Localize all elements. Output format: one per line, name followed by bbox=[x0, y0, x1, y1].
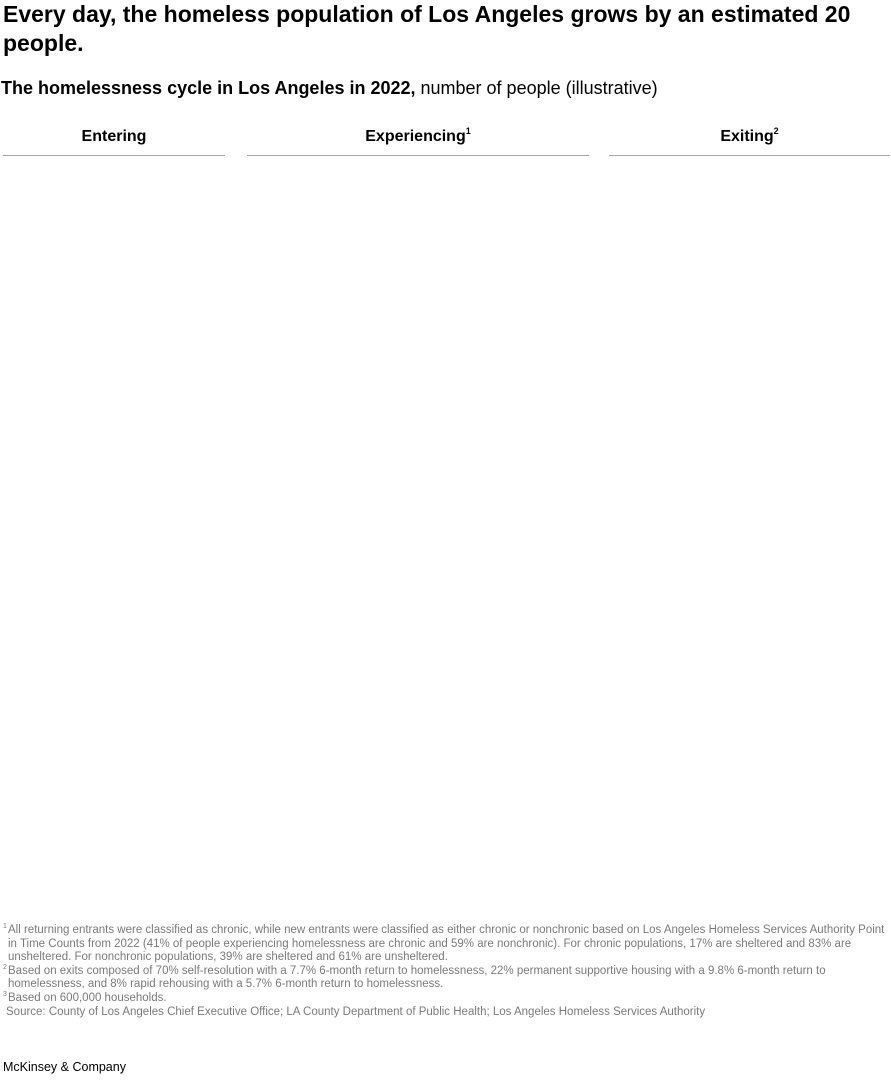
brand-logo-text: McKinsey & Company bbox=[3, 1060, 126, 1074]
headline: Every day, the homeless population of Los Angeles grows by an estimated 20 people. bbox=[3, 1, 851, 56]
chart-area bbox=[3, 160, 890, 900]
column-label-entering: Entering bbox=[81, 128, 147, 145]
footnote-text-2: Based on exits composed of 70% self-resolution with a 7.7% 6-month return to homelessness, 22% permanent supportive housing with a 9.8% 6-month return to homelessness, and 8% rapid rehousing with a 5.7% 6-month return to homelessness. bbox=[8, 964, 826, 991]
subtitle-normal: number of people (illustrative) bbox=[415, 78, 658, 98]
column-label-exiting: Exiting bbox=[720, 128, 774, 145]
footnote-mark-3: 3 bbox=[3, 990, 7, 998]
footnote-3 bbox=[3, 992, 888, 1006]
footnote-text-3: Based on 600,000 households. bbox=[8, 991, 167, 1004]
column-header-entering bbox=[3, 127, 225, 156]
footnote-2 bbox=[3, 965, 888, 992]
column-note-experiencing: 1 bbox=[465, 126, 471, 136]
column-header-experiencing bbox=[247, 127, 589, 156]
footnote-mark-2: 2 bbox=[3, 963, 7, 971]
footnotes bbox=[3, 924, 888, 1019]
column-label-experiencing: Experiencing bbox=[365, 128, 466, 145]
source-note: Source: County of Los Angeles Chief Executive Office; LA County Department of Public Health; Los Angeles Homeless Services Authority bbox=[6, 1005, 706, 1018]
chart-subtitle bbox=[1, 77, 658, 99]
column-header-exiting bbox=[609, 127, 890, 156]
footnote-text-1: All returning entrants were classified as chronic, while new entrants were classified as either chronic or nonchronic based on Los Angeles Homeless Services Authority Point in Time Counts from 2022 (41% of people experiencing homelessness are chronic and 59% are nonchronic). For chronic populations, 17% are sheltered and 83% are unsheltered. For nonchronic populations, 39% are sheltered and 61% are unsheltered. bbox=[8, 924, 885, 964]
footnote-1 bbox=[3, 924, 888, 965]
column-note-exiting: 2 bbox=[773, 126, 779, 136]
footnote-mark-1: 1 bbox=[3, 923, 7, 930]
subtitle-bold: The homelessness cycle in Los Angeles in 2022, bbox=[1, 78, 416, 98]
